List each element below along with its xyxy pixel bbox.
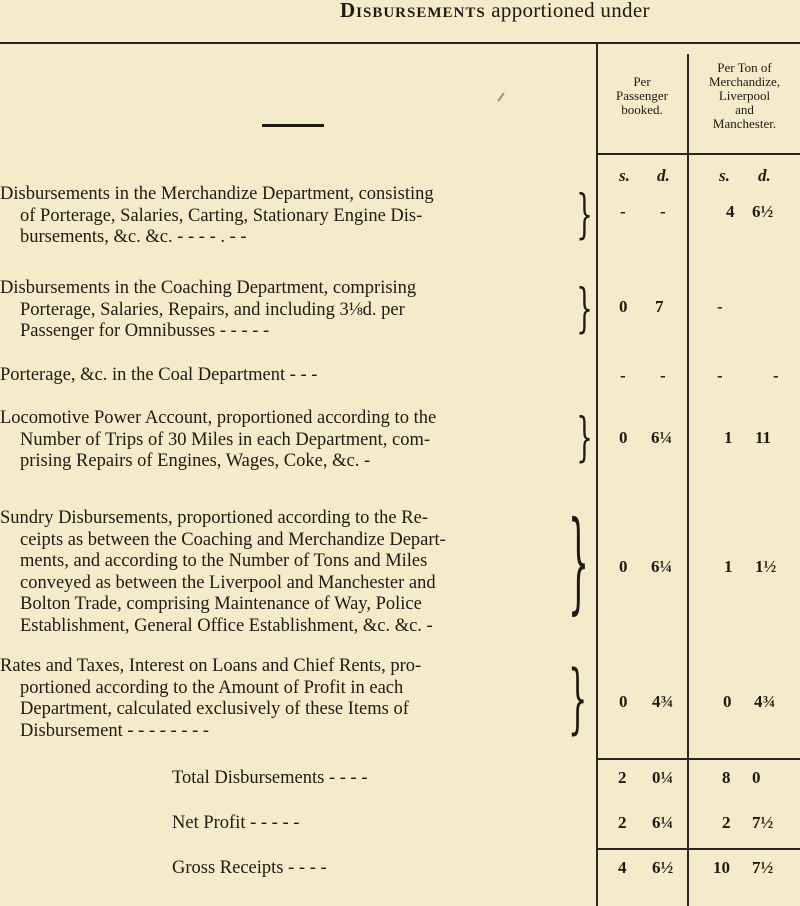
cell-ton-s: - bbox=[717, 366, 723, 385]
gross-rule-1 bbox=[597, 848, 687, 850]
row-description: Porterage, &c. in the Coal Department - - - bbox=[0, 365, 318, 385]
cell-passenger-s: 4 bbox=[618, 858, 627, 877]
column-header-passenger: Per Passenger booked. bbox=[616, 74, 668, 117]
cell-ton-d: 7½ bbox=[752, 858, 774, 877]
page-title bbox=[340, 0, 800, 23]
row-description: Rates and Taxes, Interest on Loans and Chief Rents, pro- portioned according to the Amount of Profit in each Department, calculated exclusively of these Items of Disbursement - - - - - - - - bbox=[0, 656, 422, 741]
cell-ton-s: 0 bbox=[723, 692, 732, 711]
title-caps: Disbursements bbox=[340, 0, 486, 22]
cell-ton-s: 8 bbox=[722, 768, 731, 787]
row-description: Disbursements in the Coaching Department, comprising Porterage, Salaries, Repairs, and including 3⅛d. per Passenger for Omnibusses - - - - - bbox=[0, 278, 417, 341]
cell-ton-d: - bbox=[773, 366, 779, 385]
cell-passenger-d: 4¾ bbox=[652, 692, 674, 711]
row-description: Sundry Disbursements, proportioned according to the Re- ceipts as between the Coaching and Merchandize Depart- ments, and according to the Number of Tons and Miles conveyed as between the Liverpool and Manchester and Bolton Trade, comprising Maintenance of Way, Police Establishment, General Office Establishment, &c. &c. - bbox=[0, 508, 446, 636]
brace-icon: } bbox=[568, 653, 588, 742]
cell-ton-s: 10 bbox=[713, 858, 730, 877]
cell-passenger-s: 0 bbox=[619, 428, 628, 447]
cell-passenger-d: 7 bbox=[655, 297, 664, 316]
cell-passenger-s: - bbox=[620, 366, 626, 385]
column-divider-1 bbox=[596, 42, 598, 906]
cell-passenger-s: 0 bbox=[619, 557, 628, 576]
cell-passenger-d: - bbox=[660, 366, 666, 385]
header-rule-1 bbox=[597, 153, 687, 155]
total-rule-2 bbox=[689, 758, 800, 760]
cell-ton-s: 4 bbox=[726, 202, 735, 221]
total-rule-1 bbox=[597, 758, 687, 760]
cell-passenger-s: 0 bbox=[619, 297, 628, 316]
brace-icon: } bbox=[576, 408, 593, 468]
cell-passenger-d: 6¼ bbox=[652, 813, 674, 832]
gross-rule-2 bbox=[689, 848, 800, 850]
top-rule bbox=[0, 42, 800, 44]
cell-ton-d: 11 bbox=[755, 428, 772, 447]
cell-passenger-d: 6¼ bbox=[651, 557, 673, 576]
summary-label-net-profit: Net Profit - - - - - bbox=[172, 813, 300, 833]
cell-ton-d: 0 bbox=[752, 768, 761, 787]
cell-ton-d: 7½ bbox=[752, 813, 774, 832]
unit-s: s. bbox=[619, 166, 630, 185]
cell-passenger-s: 2 bbox=[618, 813, 627, 832]
brace-icon: } bbox=[576, 279, 593, 339]
header-rule-2 bbox=[689, 153, 800, 155]
cell-passenger-s: - bbox=[620, 202, 626, 221]
summary-label-gross-receipts: Gross Receipts - - - - bbox=[172, 858, 327, 878]
unit-d: d. bbox=[657, 166, 670, 185]
cell-passenger-s: 2 bbox=[618, 768, 627, 787]
cell-passenger-d: 6¼ bbox=[651, 428, 673, 447]
cell-passenger-s: 0 bbox=[619, 692, 628, 711]
unit-s: s. bbox=[719, 166, 730, 185]
cell-passenger-d: - bbox=[660, 202, 666, 221]
cell-passenger-d: 0¼ bbox=[652, 768, 674, 787]
unit-d: d. bbox=[758, 166, 771, 185]
cell-ton-s: 1 bbox=[724, 557, 733, 576]
cell-ton-d: 4¾ bbox=[754, 692, 776, 711]
header-dash-mark bbox=[262, 124, 324, 127]
row-description: Disbursements in the Merchandize Department, consisting of Porterage, Salaries, Carting, Stationary Engine Dis- bursements, &c. &c. - - - - . - - bbox=[0, 184, 434, 247]
brace-icon: } bbox=[568, 497, 589, 625]
summary-label-total: Total Disbursements - - - - bbox=[172, 768, 368, 788]
cell-ton-d: 1½ bbox=[755, 557, 777, 576]
brace-icon: } bbox=[576, 185, 593, 245]
cell-ton-d: 6½ bbox=[752, 202, 774, 221]
stray-mark bbox=[497, 92, 504, 101]
column-divider-2 bbox=[687, 54, 689, 906]
title-rest: apportioned under bbox=[491, 0, 650, 22]
cell-ton-s: 1 bbox=[724, 428, 733, 447]
cell-passenger-d: 6½ bbox=[652, 858, 674, 877]
row-description: Locomotive Power Account, proportioned according to the Number of Trips of 30 Miles in each Department, com- prising Repairs of Engines, Wages, Coke, &c. - bbox=[0, 408, 437, 471]
cell-ton-s: 2 bbox=[722, 813, 731, 832]
column-header-ton: Per Ton of Merchandize, Liverpool and Manchester. bbox=[708, 60, 781, 131]
cell-ton-s: - bbox=[717, 297, 723, 316]
